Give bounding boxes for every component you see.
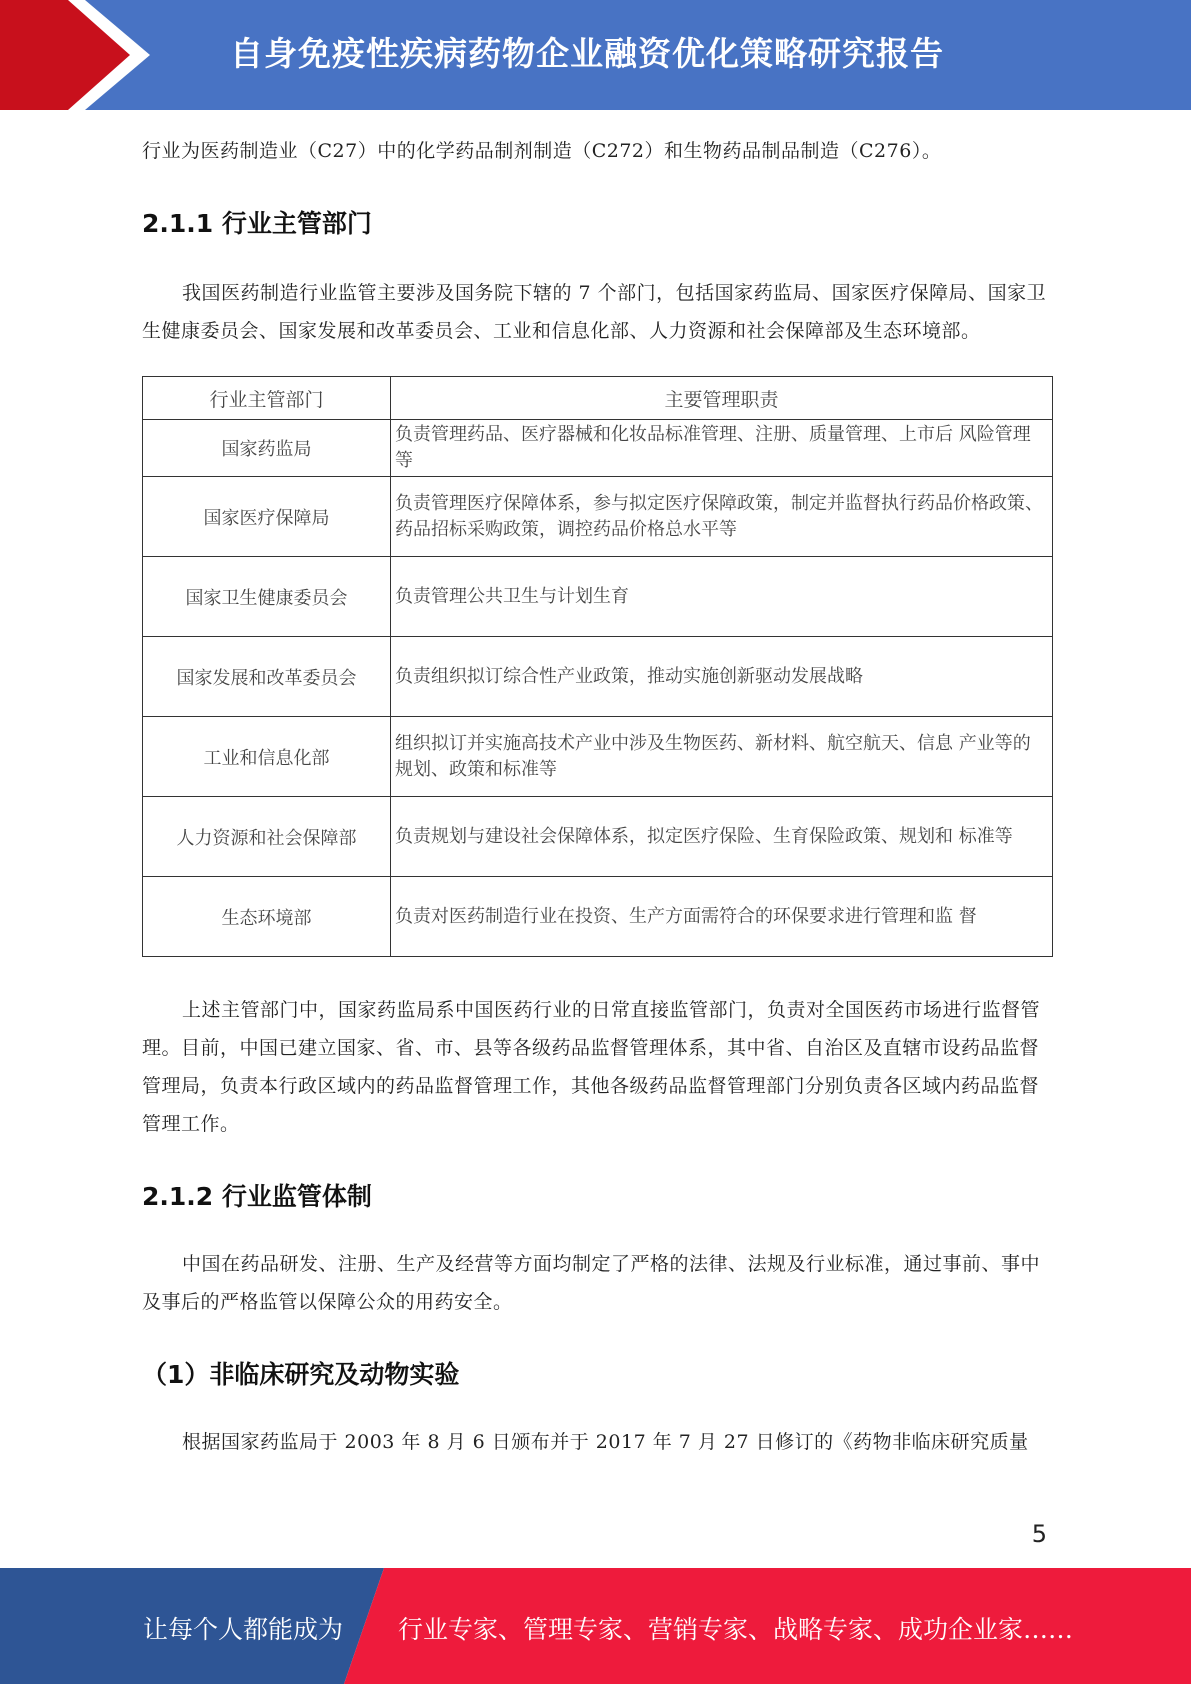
table-row — [143, 877, 1053, 957]
footer-slogan-left: 让每个人都能成为 — [143, 1615, 344, 1644]
table-header-dept: 行业主管部门 — [143, 377, 391, 420]
table-row — [143, 717, 1053, 797]
page-footer — [0, 1568, 1191, 1684]
after-table-paragraph: 上述主管部门中，国家药监局系中国医药行业的日常直接监管部门，负责对全国医药市场进行监督管理。目前，中国已建立国家、省、市、县等各级药品监督管理体系，其中省、自治区及直辖市设药品监督管理局，负责本行政区域内的药品监督管理工作，其他各级药品监督管理部门分别负责各区域内药品监督管理工作。 — [142, 999, 1041, 1135]
dept-cell: 国家卫生健康委员会 — [143, 557, 391, 637]
department-table — [142, 376, 1053, 957]
duty-cell: 负责管理公共卫生与计划生育 — [391, 557, 1053, 637]
duty-cell: 负责管理药品、医疗器械和化妆品标准管理、注册、质量管理、上市后 风险管理等 — [391, 420, 1053, 477]
subsection-heading-1: （1）非临床研究及动物实验 — [142, 1360, 460, 1389]
dept-cell: 人力资源和社会保障部 — [143, 797, 391, 877]
dept-cell: 国家药监局 — [143, 420, 391, 477]
table-header-row — [143, 377, 1053, 420]
duty-cell: 负责对医药制造行业在投资、生产方面需符合的环保要求进行管理和监 督 — [391, 877, 1053, 957]
duty-cell: 组织拟订并实施高技术产业中涉及生物医药、新材料、航空航天、信息 产业等的规划、政策和标准等 — [391, 717, 1053, 797]
dept-cell: 国家发展和改革委员会 — [143, 637, 391, 717]
table-row — [143, 420, 1053, 477]
section-heading-2-1-2: 2.1.2 行业监管体制 — [142, 1182, 372, 1211]
duty-cell: 负责组织拟订综合性产业政策，推动实施创新驱动发展战略 — [391, 637, 1053, 717]
dept-cell: 工业和信息化部 — [143, 717, 391, 797]
header-arrow-icon — [0, 0, 140, 110]
section-heading-2-1-1: 2.1.1 行业主管部门 — [142, 209, 372, 238]
duty-cell: 负责管理医疗保障体系，参与拟定医疗保障政策，制定并监督执行药品价格政策、药品招标采购政策，调控药品价格总水平等 — [391, 477, 1053, 557]
duty-cell: 负责规划与建设社会保障体系，拟定医疗保险、生育保险政策、规划和 标准等 — [391, 797, 1053, 877]
dept-cell: 国家医疗保障局 — [143, 477, 391, 557]
section-2-1-1-paragraph: 我国医药制造行业监管主要涉及国务院下辖的 7 个部门，包括国家药监局、国家医疗保障局、国家卫生健康委员会、国家发展和改革委员会、工业和信息化部、人力资源和社会保障部及生态环境部。 — [142, 282, 1047, 342]
table-row — [143, 557, 1053, 637]
page-number: 5 — [1031, 1520, 1047, 1548]
table-row — [143, 797, 1053, 877]
section-2-1-2-paragraph: 中国在药品研发、注册、生产及经营等方面均制定了严格的法律、法规及行业标准，通过事前、事中及事后的严格监管以保障公众的用药安全。 — [142, 1253, 1041, 1313]
page-header — [0, 0, 1191, 110]
dept-cell: 生态环境部 — [143, 877, 391, 957]
page-content — [142, 132, 1052, 1461]
footer-slogan-right: 行业专家、管理专家、营销专家、战略专家、成功企业家…… — [398, 1615, 1074, 1644]
table-header-duty: 主要管理职责 — [391, 377, 1053, 420]
table-row — [143, 637, 1053, 717]
subsection-1-paragraph: 根据国家药监局于 2003 年 8 月 6 日颁布并于 2017 年 7 月 27 日修订的《药物非临床研究质量 — [182, 1431, 1029, 1453]
report-title: 自身免疫性疾病药物企业融资优化策略研究报告 — [230, 34, 944, 73]
intro-line: 行业为医药制造业（C27）中的化学药品制剂制造（C272）和生物药品制品制造（C276）。 — [142, 140, 942, 162]
table-row — [143, 477, 1053, 557]
